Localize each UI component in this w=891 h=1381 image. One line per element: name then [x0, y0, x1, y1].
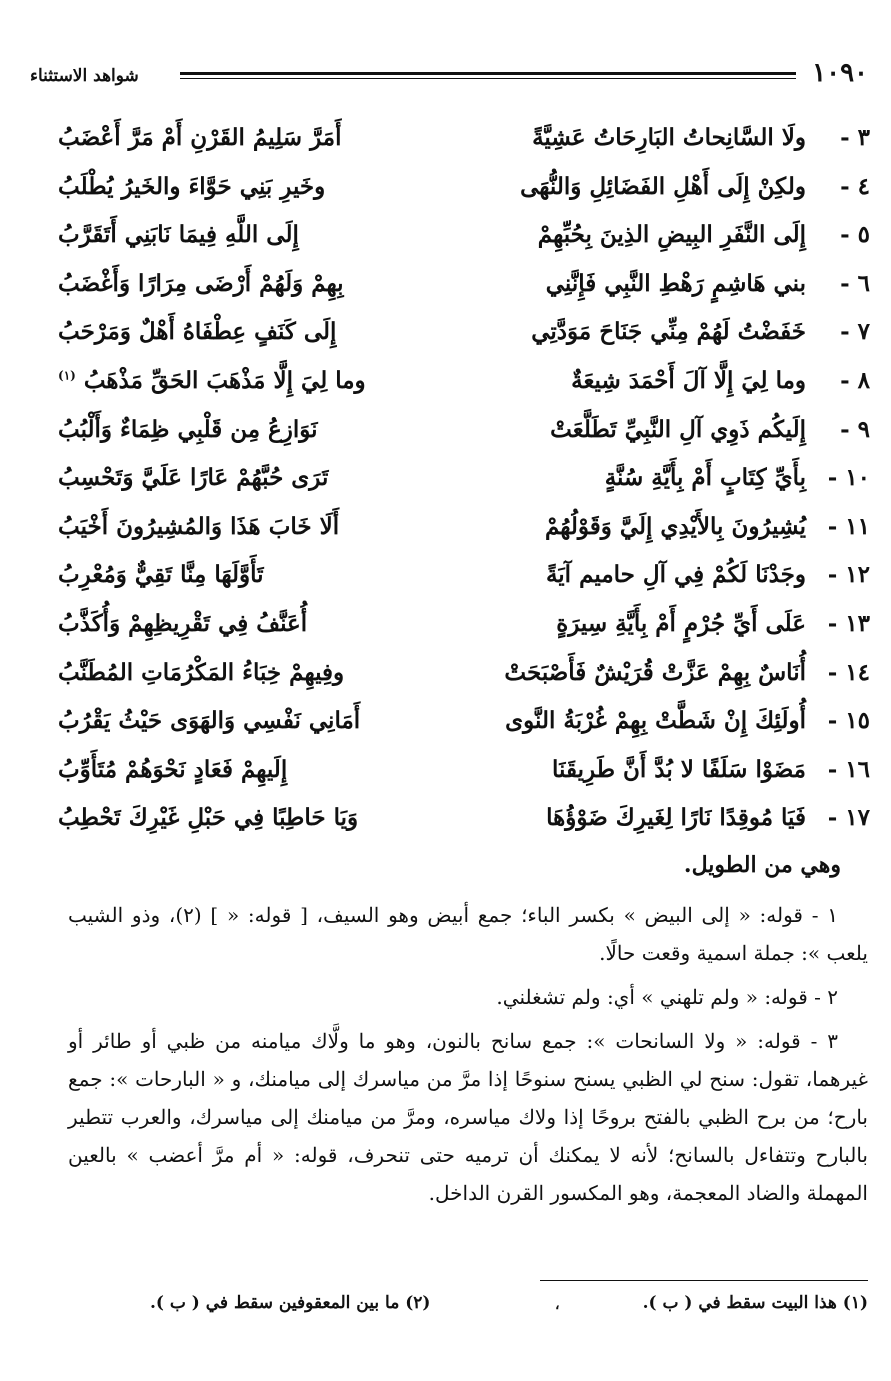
header-rule — [180, 72, 796, 79]
verse-second-words: تَرَى حُبَّهُمْ عَارًا عَلَيَّ وَتَحْسِبُ — [58, 464, 329, 492]
verse-line — [58, 513, 870, 562]
verse-second-words: تَأَوَّلَهَا مِنَّا تَقِيٌّ وَمُعْرِبُ — [58, 561, 264, 589]
verse-line — [58, 416, 870, 465]
verse-second-words: وفِيهِمْ خِبَاءُ المَكْرُمَاتِ المُطَنَّبُ — [58, 658, 345, 686]
verse-second-text — [58, 318, 336, 345]
verse-first-hemistich: إِلَيكُم ذَوِي آلِ النَّبِيِّ تَطَلَّعَتْ — [550, 415, 806, 443]
verse-number: ٣ - — [840, 124, 870, 151]
verse-second-words: أَلَا خَابَ هَذَا وَالمُشِيرُونَ أَخْيَبُ — [58, 512, 340, 540]
verse-second-text — [58, 124, 341, 151]
running-title: شواهد الاستثناء — [30, 66, 139, 86]
verse-second-hemistich — [58, 221, 378, 248]
verse-first-hemistich: يُشِيرُونَ بِالأَيْدِي إِلَيَّ وَقَوْلُهُمْ — [544, 512, 806, 540]
commentary — [68, 896, 868, 1218]
footnotes — [150, 1293, 868, 1321]
verse-line — [58, 707, 870, 756]
verse-second-words: وَيَا حَاطِبًا فِي حَبْلِ غَيْرِكَ تَحْطِبُ — [58, 804, 359, 832]
verse-second-text — [58, 173, 325, 200]
verse-number: ١٢ - — [827, 561, 870, 589]
verse-second-hemistich — [58, 270, 378, 297]
verse-second-hemistich — [58, 464, 378, 491]
verse-number: ١٠ - — [827, 464, 870, 492]
footnote-rule — [540, 1280, 868, 1281]
verse-second-text — [58, 610, 307, 637]
footnote-1: (١) هذا البيت سقط في ( ب ). — [642, 1293, 868, 1313]
verse-number: ١٣ - — [827, 609, 870, 637]
verse-number: ١٤ - — [827, 658, 870, 686]
verse-second-words: أَمَانِي نَفْسِي وَالهَوَى حَيْثُ يَقْرُبُ — [58, 707, 361, 735]
verse-first-hemistich: بِأَيِّ كِتَابٍ أَمْ بِأَيَّةِ سُنَّةٍ — [604, 464, 806, 492]
verse-first-hemistich: ولَا السَّانِحاتُ البَارِحَاتُ عَشِيَّةً — [532, 124, 806, 151]
verse-second-hemistich — [58, 707, 378, 734]
verse-line — [58, 318, 870, 367]
verse-second-text — [58, 804, 358, 831]
verse-number: ٩ - — [840, 415, 870, 443]
verse-second-words: إِلَى اللَّهِ فِيمَا نَابَنِي أَتَقَرَّبُ — [58, 221, 299, 249]
verse-second-text — [58, 367, 366, 394]
meter-note: وهي من الطويل. — [683, 852, 841, 878]
verse-second-hemistich — [58, 756, 378, 783]
verse-second-hemistich — [58, 513, 378, 540]
verse-second-text — [58, 513, 339, 540]
verse-line — [58, 124, 870, 173]
verse-first-hemistich: وجَدْنَا لَكُمْ فِي آلِ حاميم آيَةً — [545, 561, 806, 589]
verse-second-text — [58, 270, 344, 297]
verse-line — [58, 804, 870, 853]
verse-line — [58, 464, 870, 513]
verse-second-text — [58, 221, 299, 248]
verse-number: ٤ - — [840, 172, 870, 200]
verse-number: ٧ - — [840, 318, 870, 346]
verse-second-text — [58, 561, 264, 588]
verse-line — [58, 561, 870, 610]
verse-second-hemistich — [58, 561, 378, 588]
verse-second-hemistich — [58, 367, 378, 394]
verse-second-hemistich — [58, 804, 378, 831]
verse-number: ١٥ - — [827, 707, 870, 735]
verse-second-words: وخَيرِ بَنِي حَوَّاءَ والخَيرُ يُطْلَبُ — [58, 172, 326, 200]
verse-first-hemistich: وما لِيَ إِلَّا آلَ أَحْمَدَ شِيعَةٌ — [571, 366, 806, 394]
verse-second-hemistich — [58, 173, 378, 200]
verse-second-hemistich — [58, 124, 378, 151]
verse-second-words: وما لِيَ إِلَّا مَذْهَبَ الحَقِّ مَذْهَبُ — [83, 366, 366, 394]
commentary-note-2: ٢ - قوله: « ولم تلهني » أي: ولم تشغلني. — [496, 985, 838, 1009]
verse-second-hemistich — [58, 416, 378, 443]
verse-second-hemistich — [58, 610, 378, 637]
verse-second-hemistich — [58, 659, 378, 686]
verse-second-words: بِهِمْ وَلَهُمْ أَرْضَى مِرَارًا وَأَغْضَبُ — [58, 269, 344, 297]
footnote-marker: (١) — [58, 368, 76, 383]
verse-first-hemistich: فَيَا مُوقِدًا نَارًا لِغَيرِكَ ضَوْؤُهَا — [546, 804, 806, 832]
verse-second-words: أَمَرَّ سَلِيمُ القَرْنِ أَمْ مَرَّ أَعْضَبُ — [58, 124, 342, 151]
verse-second-text — [58, 707, 360, 734]
verse-first-hemistich: أُنَاسٌ بِهِمْ عَزَّتْ قُرَيْشٌ فَأَصْبَحَتْ — [504, 658, 806, 686]
page-number: ١٠٩٠ — [812, 58, 868, 88]
verse-second-text — [58, 416, 318, 443]
verse-second-text — [58, 659, 344, 686]
verse-number: ٦ - — [840, 269, 870, 297]
verse-first-hemistich: عَلَى أَيِّ جُرْمٍ أَمْ بِأَيَّةِ سِيرَةٍ — [556, 609, 806, 637]
verse-first-hemistich: إِلَى النَّفَرِ البِيضِ الذِينَ بِحُبِّهِمْ — [537, 221, 806, 249]
verse-line — [58, 659, 870, 708]
verse-first-hemistich: مَضَوْا سَلَفًا لا بُدَّ أَنَّ طَرِيقَنَا — [552, 755, 806, 783]
verse-line — [58, 221, 870, 270]
verse-second-words: إِلَيهِمْ فَعَادٍ نَحْوَهُمْ مُتَأَوِّبُ — [58, 755, 288, 783]
commentary-note-3: ٣ - قوله: « ولا السانحات »: جمع سانح بالنون، وهو ما ولَّاك ميامنه من ظبي أو طائر أو غيرهما، تقول: سنح لي الظبي يسنح سنوحًا إذا مرَّ من مياسرك إلى ميامنك، و « البارحات »: جمع بارح؛ من برح الظبي بالفتح بروحًا إذا ولاك مياسره، ومرَّ من ميامنك إلى مياسرك، والعرب تتطير بالبارح وتتفاءل بالسانح؛ لأنه لا يمكنك أن ترميه حتى تنحرف، قوله: « أم مرَّ أعضب » بالعين المهملة والضاد المعجمة، وهو المكسور القرن الداخل. — [68, 1029, 868, 1205]
verse-line — [58, 173, 870, 222]
verse-second-hemistich — [58, 318, 378, 345]
verse-number: ١٦ - — [827, 755, 870, 783]
verse-number: ٥ - — [840, 221, 870, 249]
footnote-2: (٢) ما بين المعقوفين سقط في ( ب ). — [150, 1293, 431, 1313]
verse-second-words: أُعَنَّفُ فِي تَقْرِيظِهِمْ وَأُكَذَّبُ — [58, 609, 308, 637]
verse-number: ١٧ - — [827, 804, 870, 832]
verse-first-hemistich: ولكِنْ إِلَى أَهْلِ الفَضَائِلِ وَالنُّهَى — [520, 172, 806, 200]
verse-line — [58, 270, 870, 319]
commentary-note-1: ١ - قوله: « إلى البيض » بكسر الباء؛ جمع أبيض وهو السيف، [ قوله: « ] (٢)، وذو الشيب يلعب »: جملة اسمية وقعت حالًا. — [68, 903, 868, 965]
verse-first-hemistich: بني هَاشِمٍ رَهْطِ النَّبِي فَإِنَّنِي — [545, 269, 806, 297]
verse-first-hemistich: أُولَئِكَ إِنْ شَطَّتْ بِهِمْ غُرْبَةُ النَّوى — [505, 707, 806, 735]
poem — [58, 124, 870, 853]
verse-first-hemistich: خَفَضْتُ لَهُمْ مِنِّي جَنَاحَ مَوَدَّتِي — [531, 318, 806, 346]
verse-second-text — [58, 464, 328, 491]
verse-number: ٨ - — [840, 366, 870, 394]
verse-second-words: إِلَى كَنَفٍ عِطْفَاهُ أَهْلٌ وَمَرْحَبُ — [58, 318, 337, 346]
verse-number: ١١ - — [827, 512, 870, 540]
verse-line — [58, 756, 870, 805]
verse-second-text — [58, 756, 287, 783]
verse-line — [58, 610, 870, 659]
verse-second-words: نَوَازِعُ مِن قَلْبِي ظِمَاءٌ وَأَلْبُبُ — [58, 415, 318, 443]
page-header — [30, 58, 868, 92]
footnote-separator-mark: ، — [555, 1297, 560, 1313]
verse-line — [58, 367, 870, 416]
